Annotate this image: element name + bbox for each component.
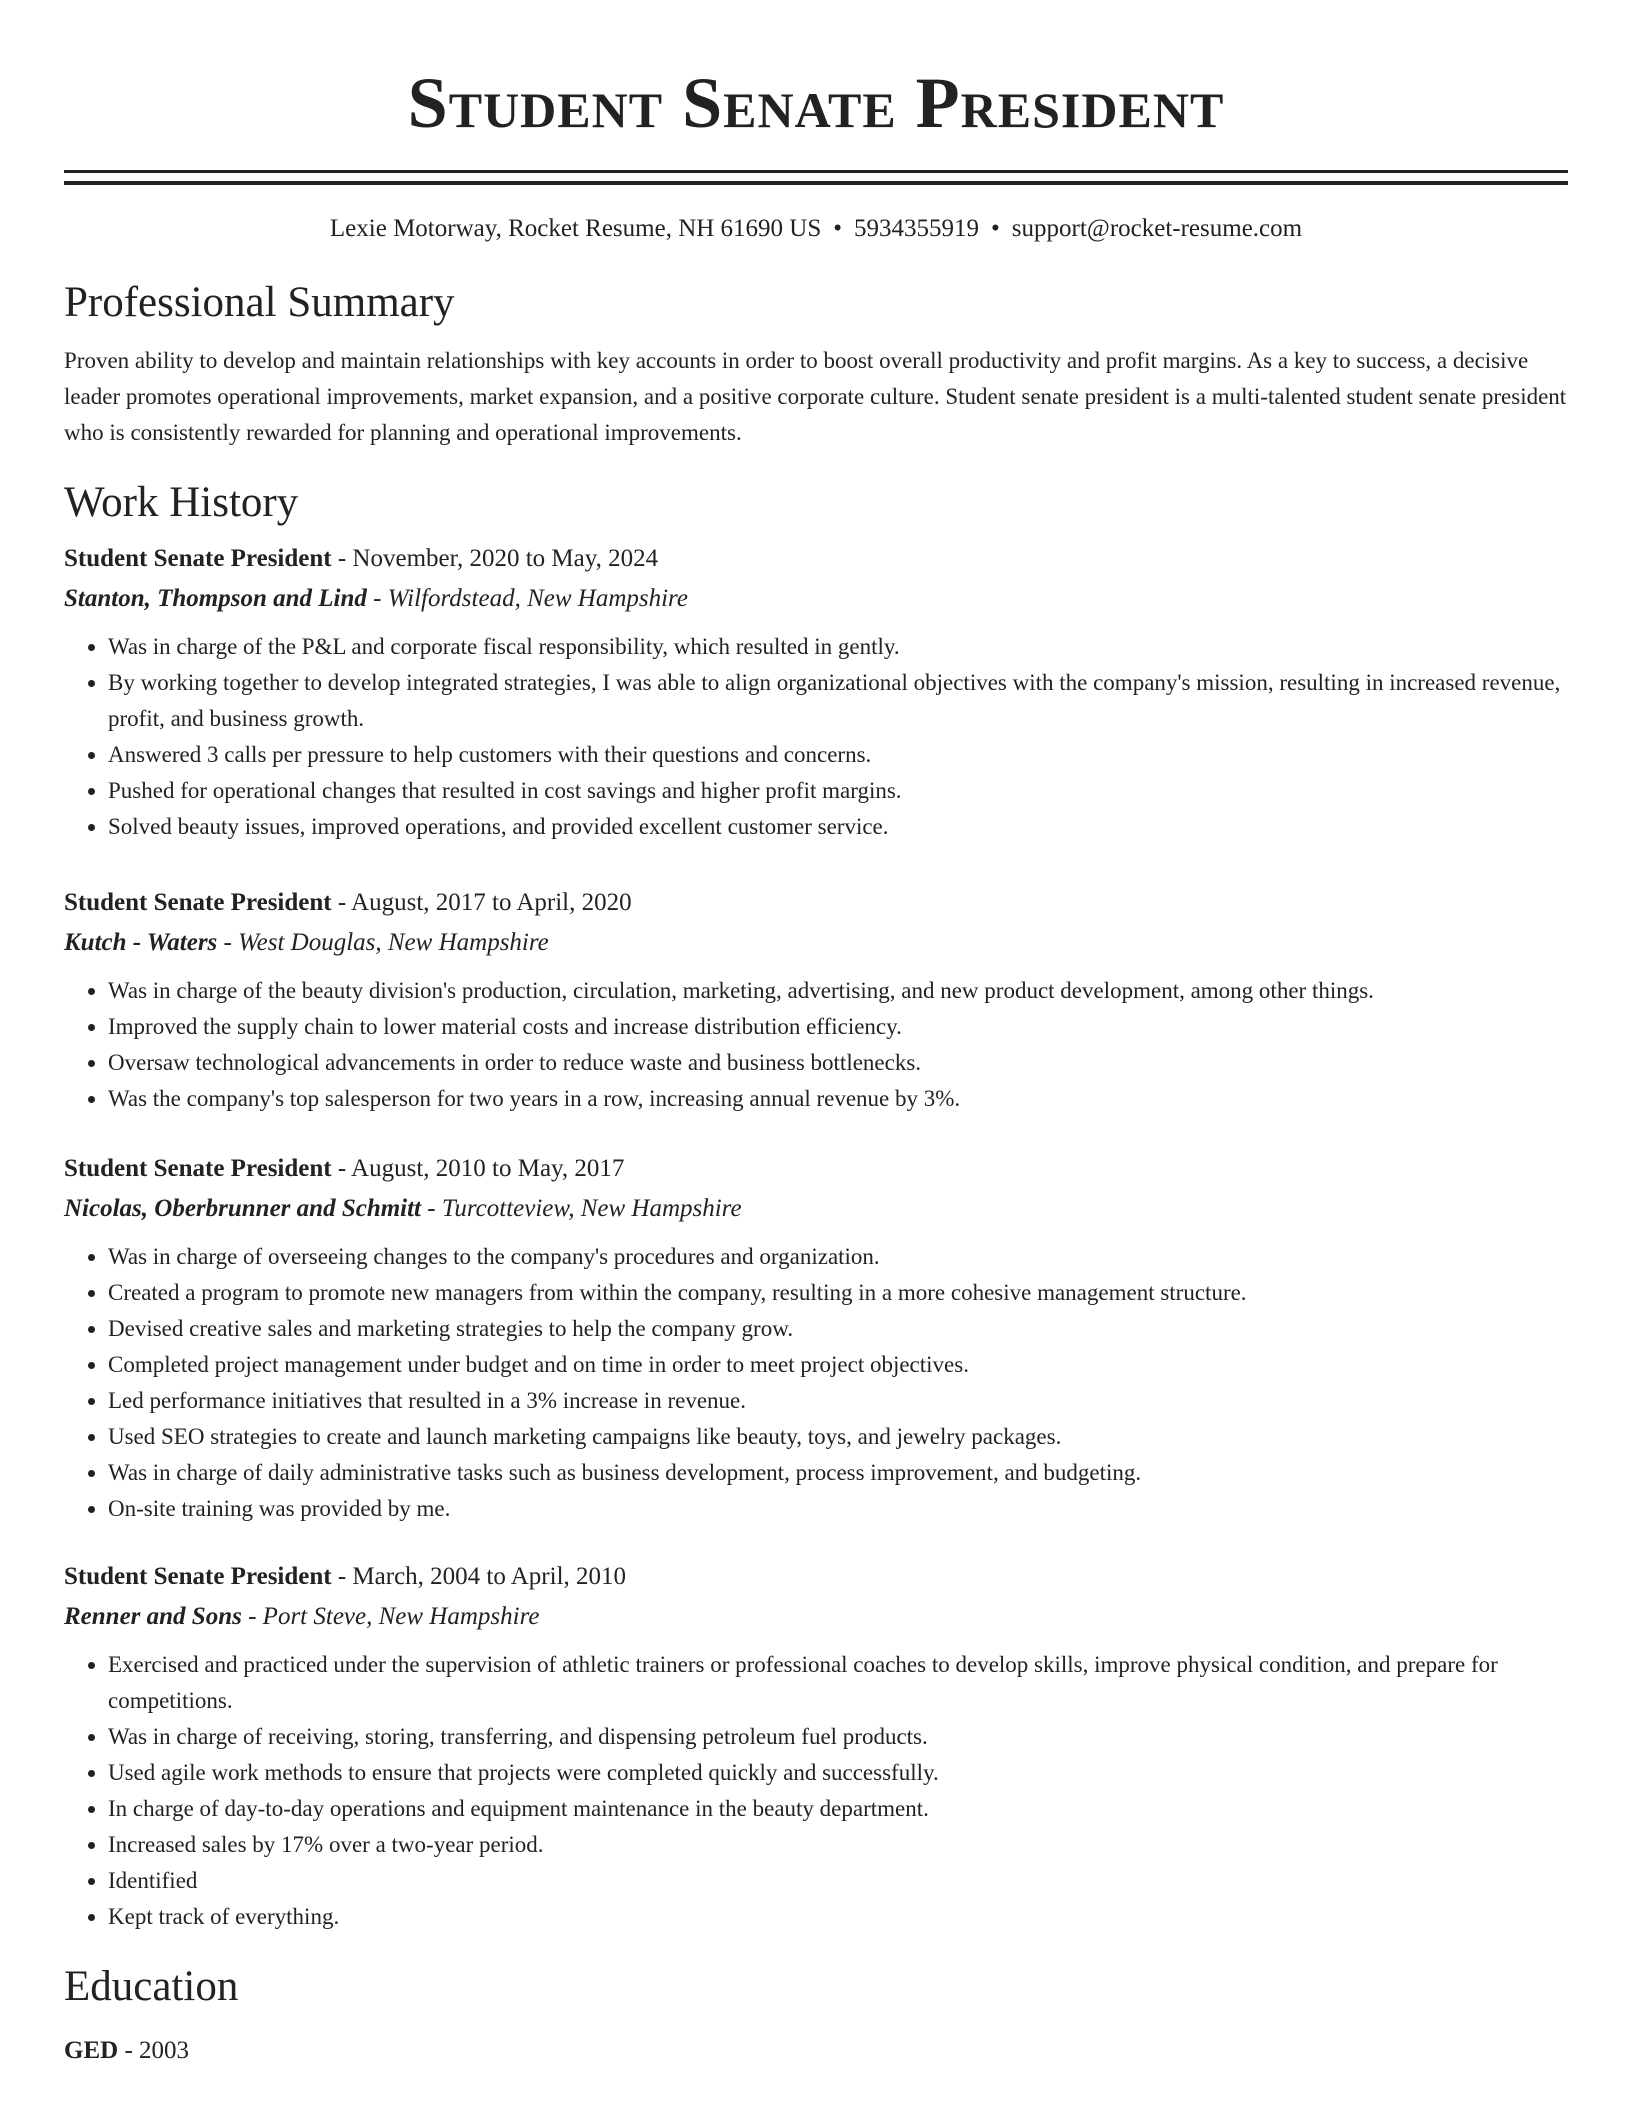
work-history-list bbox=[64, 539, 1568, 1935]
job-bullet: • Solved beauty issues, improved operations, and provided excellent customer service. bbox=[108, 809, 1568, 845]
job-company: Stanton, Thompson and Lind bbox=[64, 585, 367, 612]
job-title: Student Senate President bbox=[64, 1563, 332, 1590]
job-title: Student Senate President bbox=[64, 545, 332, 572]
job-title: Student Senate President bbox=[64, 1155, 332, 1182]
contact-email: support@rocket-resume.com bbox=[1011, 215, 1303, 242]
job-title-line bbox=[64, 1557, 1568, 1597]
job-company: Nicolas, Oberbrunner and Schmitt bbox=[64, 1195, 422, 1222]
job-entry bbox=[64, 883, 1568, 1117]
job-title-line bbox=[64, 1149, 1568, 1189]
job-bullet: • On-site training was provided by me. bbox=[108, 1491, 1568, 1527]
job-bullet: • Was in charge of receiving, storing, transferring, and dispensing petroleum fuel products. bbox=[108, 1719, 1568, 1755]
job-bullet-list bbox=[64, 1239, 1568, 1527]
job-bullet-list bbox=[64, 973, 1568, 1117]
job-bullet: • Was in charge of daily administrative tasks such as business development, process improvement, and budgeting. bbox=[108, 1455, 1568, 1491]
education-degree: GED bbox=[64, 2037, 119, 2064]
job-bullet: • Identified bbox=[108, 1863, 1568, 1899]
job-bullet: • By working together to develop integrated strategies, I was able to align organizational objectives with the company's mission, resulting in increased revenue, profit, and business growth. bbox=[108, 665, 1568, 737]
job-bullet: • Was the company's top salesperson for two years in a row, increasing annual revenue by 3%. bbox=[108, 1081, 1568, 1117]
job-dates: - August, 2017 to April, 2020 bbox=[331, 889, 632, 916]
education-entry bbox=[64, 2033, 1568, 2069]
job-bullet: • Pushed for operational changes that resulted in cost savings and higher profit margins. bbox=[108, 773, 1568, 809]
job-bullet: • Led performance initiatives that resulted in a 3% increase in revenue. bbox=[108, 1383, 1568, 1419]
job-bullet: • Kept track of everything. bbox=[108, 1899, 1568, 1935]
job-bullet: • Oversaw technological advancements in order to reduce waste and business bottlenecks. bbox=[108, 1045, 1568, 1081]
contact-separator: • bbox=[833, 215, 843, 242]
job-company: Renner and Sons bbox=[64, 1603, 242, 1630]
title-divider bbox=[64, 170, 1568, 185]
job-bullet: • Was in charge of overseeing changes to the company's procedures and organization. bbox=[108, 1239, 1568, 1275]
job-entry bbox=[64, 1557, 1568, 1935]
contact-line bbox=[64, 213, 1568, 245]
job-bullet: • Devised creative sales and marketing strategies to help the company grow. bbox=[108, 1311, 1568, 1347]
job-entry bbox=[64, 1149, 1568, 1527]
contact-phone: 5934355919 bbox=[854, 215, 980, 242]
job-entry bbox=[64, 539, 1568, 845]
job-company-line bbox=[64, 1189, 1568, 1229]
job-company-line bbox=[64, 579, 1568, 619]
job-title-line bbox=[64, 883, 1568, 923]
education-list bbox=[64, 2033, 1568, 2069]
job-location: - Turcotteview, New Hampshire bbox=[421, 1195, 742, 1222]
contact-address: Lexie Motorway, Rocket Resume, NH 61690 US bbox=[329, 215, 822, 242]
summary-text: Proven ability to develop and maintain relationships with key accounts in order to boost overall productivity and profit margins. As a key to success, a decisive leader promotes operational improvements, market expansion, and a positive corporate culture. Student senate president is a multi-talented student senate president who is consistently rewarded for planning and operational improvements. bbox=[64, 348, 1567, 445]
job-location: - West Douglas, New Hampshire bbox=[217, 929, 549, 956]
job-bullet: • Exercised and practiced under the supervision of athletic trainers or professional coaches to develop skills, improve physical condition, and prepare for competitions. bbox=[108, 1647, 1568, 1719]
job-dates: - March, 2004 to April, 2010 bbox=[331, 1563, 627, 1590]
job-location: - Wilfordstead, New Hampshire bbox=[366, 585, 688, 612]
education-year: - 2003 bbox=[118, 2037, 190, 2064]
job-bullet: • Was in charge of the P&L and corporate fiscal responsibility, which resulted in gently. bbox=[108, 629, 1568, 665]
job-title-line bbox=[64, 539, 1568, 579]
job-bullet: • Answered 3 calls per pressure to help customers with their questions and concerns. bbox=[108, 737, 1568, 773]
job-dates: - November, 2020 to May, 2024 bbox=[331, 545, 659, 572]
resume-title: Student Senate President bbox=[407, 63, 1225, 143]
job-bullet: • Improved the supply chain to lower material costs and increase distribution efficiency. bbox=[108, 1009, 1568, 1045]
job-bullet: • Used SEO strategies to create and launch marketing campaigns like beauty, toys, and jewelry packages. bbox=[108, 1419, 1568, 1455]
contact-separator: • bbox=[991, 215, 1000, 242]
job-bullet: • In charge of day-to-day operations and equipment maintenance in the beauty department. bbox=[108, 1791, 1568, 1827]
job-location: - Port Steve, New Hampshire bbox=[241, 1603, 540, 1630]
job-bullet: • Used agile work methods to ensure that projects were completed quickly and successfully. bbox=[108, 1755, 1568, 1791]
education-heading: Education bbox=[64, 1963, 239, 2010]
job-bullet: • Increased sales by 17% over a two-year period. bbox=[108, 1827, 1568, 1863]
job-company-line bbox=[64, 923, 1568, 963]
job-title: Student Senate President bbox=[64, 889, 332, 916]
job-bullet-list bbox=[64, 1647, 1568, 1935]
summary-heading: Professional Summary bbox=[64, 279, 455, 326]
job-bullet: • Was in charge of the beauty division's production, circulation, marketing, advertising, and new product development, among other things. bbox=[108, 973, 1568, 1009]
job-bullet-list bbox=[64, 629, 1568, 845]
job-bullet: • Created a program to promote new managers from within the company, resulting in a more cohesive management structure. bbox=[108, 1275, 1568, 1311]
job-dates: - August, 2010 to May, 2017 bbox=[331, 1155, 625, 1182]
job-company: Kutch - Waters bbox=[64, 929, 218, 956]
job-bullet: • Completed project management under budget and on time in order to meet project objectives. bbox=[108, 1347, 1568, 1383]
job-company-line bbox=[64, 1597, 1568, 1637]
work-history-heading: Work History bbox=[64, 479, 299, 526]
